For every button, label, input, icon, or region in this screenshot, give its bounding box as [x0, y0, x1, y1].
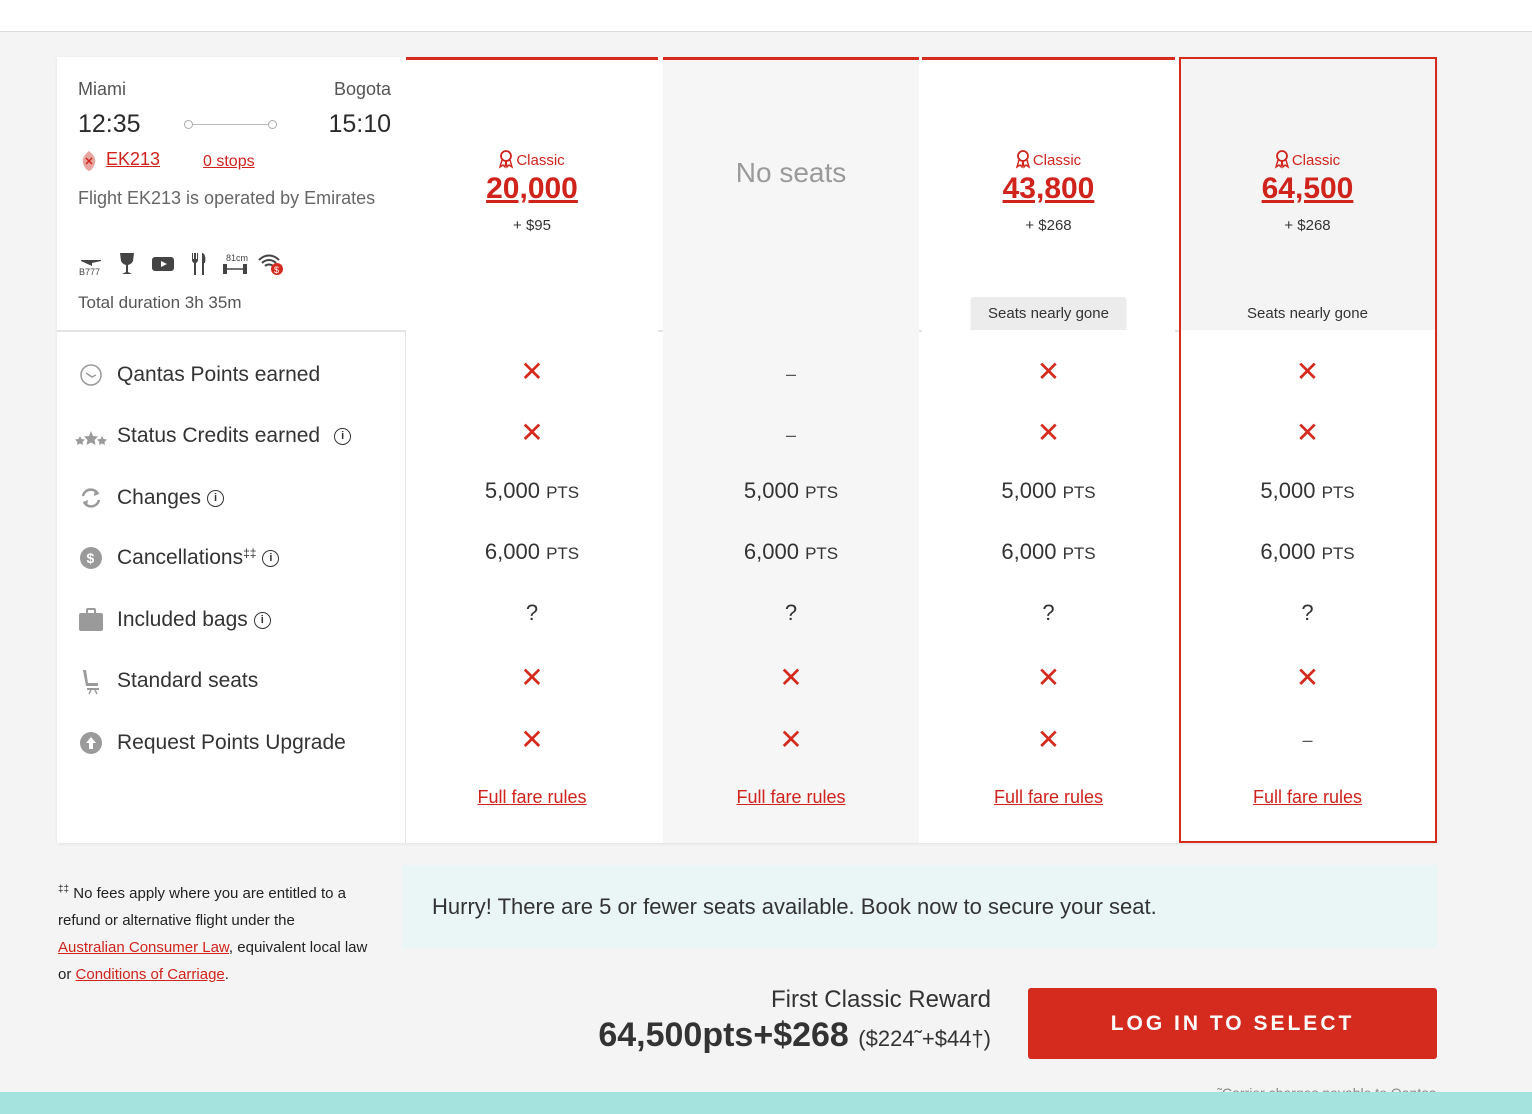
cell-points-upgrade — [1179, 726, 1436, 752]
fare-column-4-selected[interactable] — [1179, 57, 1436, 843]
fare-top-border — [922, 57, 1175, 60]
cell-qantas-points — [663, 360, 919, 386]
changes-refresh-icon — [78, 485, 104, 511]
full-fare-rules-link[interactable]: Full fare rules — [477, 787, 587, 807]
carrier-charges-note — [1217, 1082, 1436, 1092]
fees-footnote: ‡‡ No fees apply where you are entitled to a refund or alternative flight under the Australian Consumer Law, equivalent local law or Conditions of Carriage. — [58, 884, 368, 983]
classic-rosette-icon — [499, 150, 513, 168]
not-applicable-dash: – — [1302, 730, 1313, 750]
classic-rosette-icon — [1275, 150, 1289, 168]
cell-cancellations: 6,000 PTS — [1001, 539, 1096, 564]
cell-standard-seats — [922, 661, 1175, 694]
fare-tag-label: Classic — [516, 152, 565, 169]
cell-standard-seats — [406, 661, 658, 694]
full-fare-rules-link[interactable]: Full fare rules — [736, 787, 846, 807]
cell-cancellations: 6,000 PTS — [743, 539, 839, 564]
fare-points-link[interactable]: 20,000 — [486, 172, 578, 205]
cell-cancellations: 6,000 PTS — [1260, 539, 1355, 564]
not-included-icon: ✕ — [520, 356, 544, 387]
svg-text:$: $ — [274, 265, 280, 275]
bottom-band — [0, 1092, 1532, 1114]
not-applicable-dash: – — [785, 364, 796, 384]
destination-city: Bogota — [333, 79, 391, 99]
fare-points-link[interactable]: 43,800 — [1002, 172, 1095, 205]
row-label-text: Qantas Points earned — [117, 363, 321, 386]
cancellations-footnote-marker: ‡‡ — [243, 546, 257, 560]
classic-tag — [922, 150, 1175, 169]
fare-fee: + $268 — [1025, 217, 1072, 234]
fare-column-2 — [663, 57, 919, 843]
seats-nearly-gone-badge: Seats nearly gone — [1247, 305, 1368, 322]
australian-consumer-law-link[interactable]: Australian Consumer Law — [58, 939, 229, 956]
classic-tag — [406, 150, 658, 169]
top-header-bar — [0, 0, 1532, 32]
log-in-to-select-button[interactable]: LOG IN TO SELECT — [1028, 988, 1437, 1059]
not-included-icon: ✕ — [520, 724, 544, 755]
fare-points-link[interactable]: 64,500 — [1261, 172, 1354, 205]
upgrade-arrow-icon — [78, 730, 104, 756]
svg-text:$: $ — [86, 550, 95, 566]
not-included-icon: ✕ — [779, 662, 803, 693]
aircraft-b777-icon[interactable] — [78, 253, 104, 275]
reward-total — [598, 1016, 991, 1055]
cell-points-upgrade — [406, 723, 658, 756]
row-label-text: Standard seats — [117, 669, 259, 692]
qantas-points-icon — [78, 362, 104, 388]
cell-qantas-points — [922, 355, 1175, 388]
seat-pitch-81cm-icon[interactable] — [222, 253, 248, 275]
fare-column-1[interactable] — [406, 57, 658, 843]
fare-top-border — [663, 57, 919, 60]
row-label-text: Cancellations — [117, 546, 244, 569]
seat-availability-alert: Hurry! There are 5 or fewer seats available. Book now to secure your seat. — [402, 865, 1437, 948]
cell-points-upgrade — [663, 723, 919, 756]
cancellations-dollar-icon — [78, 545, 104, 571]
not-included-icon: ✕ — [1036, 356, 1061, 387]
classic-tag — [1179, 150, 1436, 169]
row-cancellations — [78, 543, 279, 573]
departure-time: 12:35 — [78, 110, 141, 138]
flight-number-link[interactable]: EK213 — [106, 149, 161, 169]
emirates-logo-icon — [80, 150, 98, 177]
fare-fee: + $95 — [513, 217, 551, 234]
stops-link[interactable]: 0 stops — [203, 153, 255, 170]
cell-changes: 5,000 PTS — [1260, 478, 1355, 503]
meal-cutlery-icon[interactable] — [186, 253, 212, 275]
not-included-icon: ✕ — [1295, 417, 1320, 448]
fare-fee: + $268 — [1284, 217, 1331, 234]
cell-standard-seats — [1179, 661, 1436, 694]
cell-changes: 5,000 PTS — [1001, 478, 1096, 503]
not-applicable-dash: – — [785, 425, 796, 445]
row-label-text: Status Credits earned — [117, 424, 321, 447]
cell-cancellations: 6,000 PTS — [484, 539, 580, 564]
wifi-paid-icon[interactable] — [258, 253, 284, 275]
fare-comparison-card — [57, 57, 1437, 843]
conditions-of-carriage-link[interactable]: Conditions of Carriage — [75, 966, 225, 983]
route-end-dot — [268, 120, 277, 129]
operated-by-text: Flight EK213 is operated by Emirates — [78, 188, 376, 208]
footnote-marker: ‡‡ — [58, 884, 70, 895]
reward-breakdown: ($224˜+$44†) — [858, 1026, 991, 1051]
row-label-text: Included bags — [117, 608, 248, 631]
bags-icon — [78, 607, 104, 633]
row-label-text: Changes — [117, 486, 202, 509]
arrival-time: 15:10 — [328, 110, 391, 138]
cell-status-credits — [1179, 416, 1436, 449]
cell-changes: 5,000 PTS — [484, 478, 580, 503]
flight-summary — [78, 57, 391, 327]
info-icon[interactable]: i — [334, 428, 351, 445]
row-status-credits — [78, 421, 351, 451]
cell-points-upgrade — [922, 723, 1175, 756]
not-included-icon: ✕ — [1036, 417, 1061, 448]
svg-text:81cm: 81cm — [226, 253, 249, 263]
seat-icon — [78, 668, 104, 694]
info-icon[interactable]: i — [207, 490, 224, 507]
cell-included-bags: ? — [525, 600, 539, 625]
full-fare-rules-link[interactable]: Full fare rules — [993, 787, 1104, 807]
row-label-text: Request Points Upgrade — [117, 731, 346, 754]
not-included-icon: ✕ — [1036, 724, 1061, 755]
route-line — [188, 124, 272, 125]
cell-qantas-points — [406, 355, 658, 388]
fare-tag-label: Classic — [1291, 152, 1341, 169]
status-credits-stars-icon — [78, 423, 104, 449]
row-standard-seats — [78, 666, 258, 696]
wine-glass-icon[interactable] — [114, 253, 140, 275]
footnote-text: No fees apply where you are entitled to a refund or alternative flight under the — [58, 885, 346, 929]
cell-included-bags: ? — [1301, 600, 1314, 625]
amenity-icons — [78, 253, 284, 275]
cell-changes: 5,000 PTS — [743, 478, 839, 503]
entertainment-play-icon[interactable] — [150, 253, 176, 275]
cell-status-credits — [406, 416, 658, 449]
not-included-icon: ✕ — [779, 724, 803, 755]
not-included-icon: ✕ — [520, 662, 544, 693]
classic-rosette-icon — [1016, 150, 1030, 168]
row-points-upgrade — [78, 728, 346, 758]
cell-included-bags: ? — [784, 600, 798, 625]
row-qantas-points — [78, 360, 320, 390]
cell-qantas-points — [1179, 355, 1436, 388]
fare-column-3[interactable] — [922, 57, 1175, 843]
seats-nearly-gone-badge: Seats nearly gone — [970, 297, 1127, 330]
total-duration: Total duration 3h 35m — [78, 293, 242, 312]
cell-status-credits — [922, 416, 1175, 449]
reward-type-label: First Classic Reward — [770, 986, 991, 1013]
info-icon[interactable]: i — [262, 550, 279, 567]
not-included-icon: ✕ — [520, 417, 544, 448]
full-fare-rules-link[interactable]: Full fare rules — [1252, 787, 1363, 807]
reward-total-value: 64,500pts+$268 — [598, 1016, 849, 1054]
not-included-icon: ✕ — [1295, 662, 1320, 693]
not-included-icon: ✕ — [1295, 356, 1320, 387]
row-changes — [78, 483, 224, 513]
fare-tag-label: Classic — [1032, 152, 1082, 169]
route-start-dot — [184, 120, 193, 129]
svg-text:B777: B777 — [79, 267, 101, 277]
origin-city: Miami — [78, 79, 126, 99]
fare-top-border — [406, 57, 658, 60]
cell-included-bags: ? — [1042, 600, 1055, 625]
row-included-bags — [78, 605, 271, 635]
no-seats-label: No seats — [735, 157, 847, 188]
not-included-icon: ✕ — [1036, 662, 1061, 693]
cell-standard-seats — [663, 661, 919, 694]
cell-status-credits — [663, 421, 919, 447]
info-icon[interactable]: i — [254, 612, 271, 629]
